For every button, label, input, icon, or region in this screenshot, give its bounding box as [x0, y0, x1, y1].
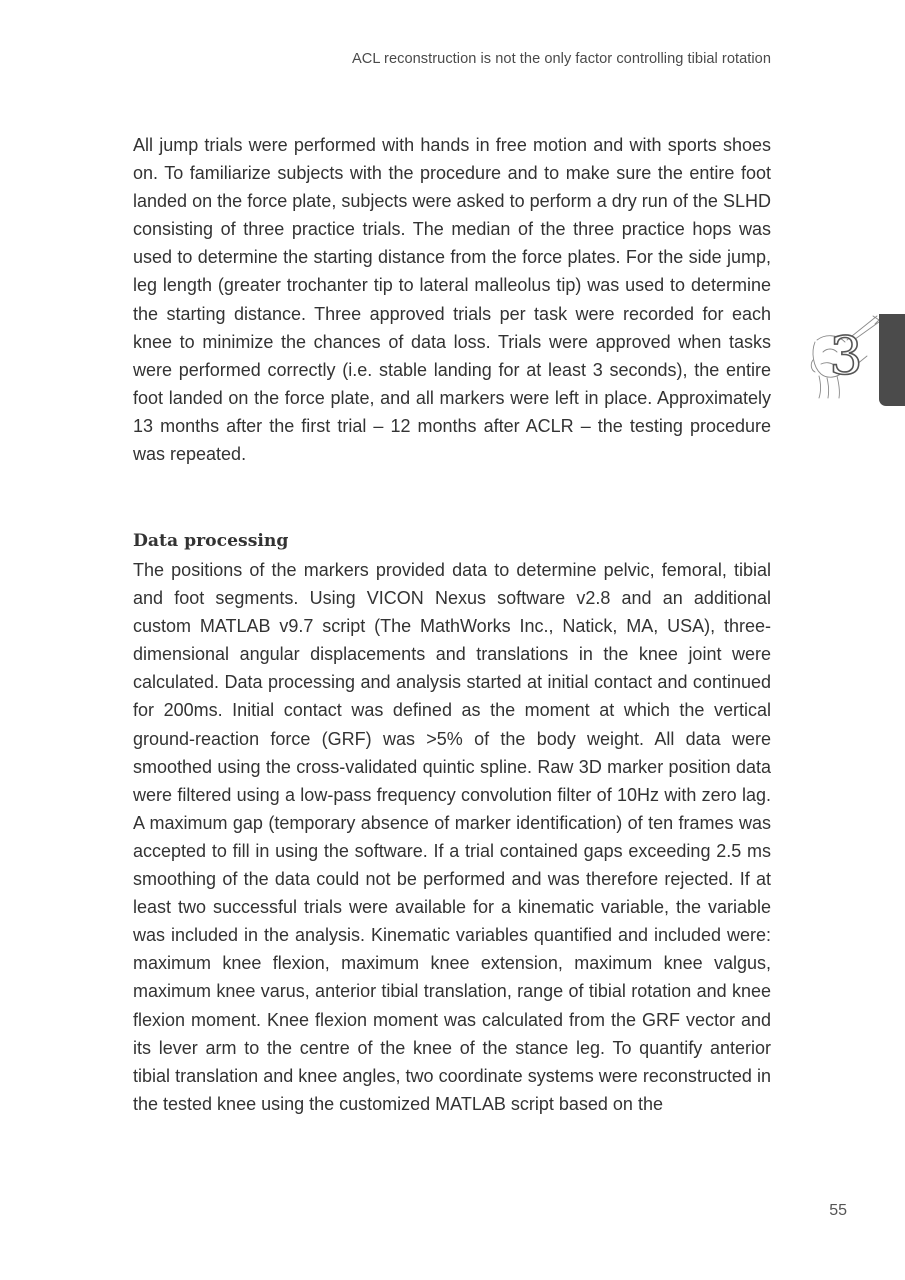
section-heading: Data processing: [133, 531, 289, 551]
running-header: ACL reconstruction is not the only factor controlling tibial rotation: [351, 51, 771, 67]
chapter-tab: [879, 314, 905, 406]
page-number: 55: [829, 1202, 847, 1219]
body-paragraph: All jump trials were performed with hands in free motion and with sports shoes on. To familiarize subjects with the procedure and to make sure the entire foot landed on the force plate, subjects were asked to perform a dry run of the SLHD consisting of three practice trials. The median of the three practice hops was used to determine the starting distance from the force plates. For the side jump, leg length (greater trochanter tip to lateral malleolus tip) was used to determine the starting distance. Three approved trials per task were recorded for each knee to minimize the chances of data loss. Trials were approved when tasks were performed correctly (i.e. stable landing for at least 3 seconds), the entire foot landed on the force plate, and all markers were left in place. Approximately 13 months after the first trial – 12 months after ACLR – the testing procedure was repeated.: [133, 135, 771, 465]
chapter-number: 3: [829, 327, 863, 387]
body-paragraph: The positions of the markers provided data to determine pelvic, femoral, tibial and foot segments. Using VICON Nexus software v2.8 and an additional custom MATLAB v9.7 script (The MathWorks Inc., Natick, MA, USA), three-dimensional angular displacements and translations in the knee joint were calculated. Data processing and analysis started at initial contact and continued for 200ms. Initial contact was defined as the moment at which the vertical ground-reaction force (GRF) was >5% of the body weight. All data were smoothed using the cross-validated quintic spline. Raw 3D marker position data were filtered using a low-pass frequency convolution filter of 10Hz with zero lag. A maximum gap (temporary absence of marker identification) of ten frames was accepted to fill in using the software. If a trial contained gaps exceeding 2.5 ms smoothing of the data could not be performed and was therefore rejected. If at least two successful trials were available for a kinematic variable, the variable was included in the analysis. Kinematic variables quantified and included were: maximum knee flexion, maximum knee extension, maximum knee valgus, maximum knee varus, anterior tibial translation, range of tibial rotation and knee flexion moment. Knee flexion moment was calculated from the GRF vector and its lever arm to the centre of the knee of the stance leg. To quantify anterior tibial translation and knee angles, two coordinate systems were reconstructed in the tested knee using the customized MATLAB script based on the: [133, 560, 771, 1114]
